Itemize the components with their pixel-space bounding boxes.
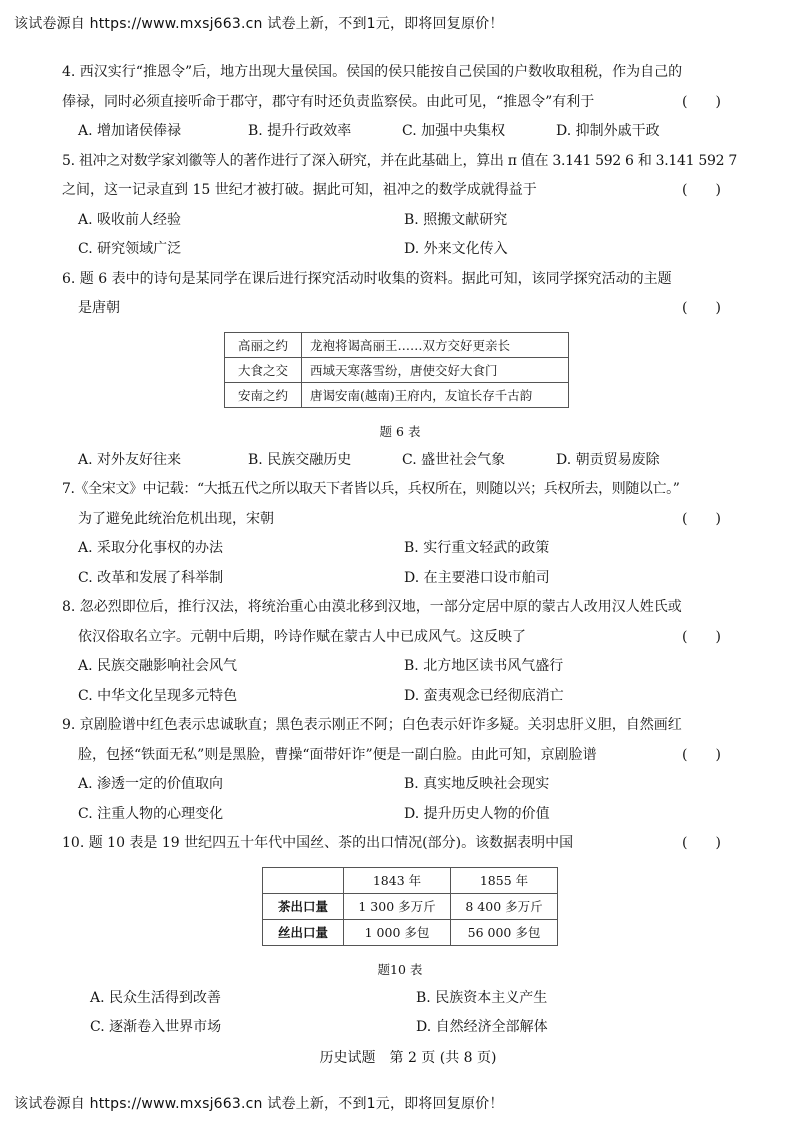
question-5-option-a: A. 吸收前人经验	[78, 211, 182, 228]
question-5-options	[62, 206, 738, 265]
question-9-stem-text: 脸，包拯“铁面无私”则是黑脸，曹操“面带奸诈”便是一副白脸。由此可知，京剧脸谱	[78, 746, 597, 763]
table-header-cell: 1843 年	[344, 867, 451, 893]
question-7-option-a: A. 采取分化事权的办法	[78, 540, 224, 556]
question-5-stem-line-1: 5. 祖冲之对数学家刘徽等人的著作进行了深入研究，并在此基础上，算出 π 值在 3.141 592 6 和 3.141 592 7	[62, 152, 737, 169]
question-5-answer-blank: ( )	[682, 182, 721, 198]
question-6-table	[224, 332, 569, 408]
question-6-options	[62, 446, 738, 476]
table-cell-value: 唐谒安南(越南)王府内，友谊长存千古韵	[302, 382, 569, 407]
question-9-option-d: D. 提升历史人物的价值	[404, 805, 550, 822]
question-10-table	[262, 867, 558, 946]
question-10-stem-line-1	[62, 829, 738, 859]
question-10-option-c: C. 逐渐卷入世界市场	[90, 1019, 222, 1035]
question-4-stem-line-2	[62, 88, 738, 118]
question-9-options	[62, 770, 738, 829]
table-row	[225, 332, 569, 357]
question-4-options	[62, 117, 738, 147]
question-10-option-b: B. 民族资本主义产生	[416, 989, 548, 1006]
question-4-option-b: B. 提升行政效率	[248, 123, 352, 139]
question-5-stem-line-2	[62, 176, 738, 206]
question-10-option-a: A. 民众生活得到改善	[90, 989, 222, 1006]
question-4-stem-text: 俸禄，同时必须直接听命于郡守，郡守有时还负责监察侯。由此可见，“推恩令”有利于	[62, 93, 595, 110]
question-5-option-b: B. 照搬文献研究	[404, 211, 508, 228]
table-row-label: 茶出口量	[263, 893, 344, 919]
question-4-answer-blank: ( )	[682, 93, 721, 110]
page-footer: 历史试题 第 2 页 (共 8 页)	[319, 1049, 497, 1066]
question-8-options	[62, 652, 738, 711]
table-cell-key: 大食之交	[225, 357, 302, 382]
question-9-option-c: C. 注重人物的心理变化	[78, 805, 224, 822]
question-8-option-d: D. 蛮夷观念已经彻底消亡	[404, 687, 564, 704]
question-7	[62, 475, 738, 593]
question-8-answer-blank: ( )	[682, 628, 721, 645]
table-row	[225, 357, 569, 382]
question-7-option-c: C. 改革和发展了科举制	[78, 569, 224, 586]
question-7-stem-line-1: 7.《全宋文》中记载：“大抵五代之所以取天下者皆以兵，兵权所在，则随以兴；兵权所去，则随以亡。”	[62, 481, 680, 497]
question-10-options	[62, 984, 738, 1043]
question-8-stem-line-1: 8. 忽必烈即位后，推行汉法，将统治重心由漠北移到汉地，一部分定居中原的蒙古人改用汉人姓氏或	[62, 599, 682, 615]
question-6-option-d: D. 朝贡贸易废除	[556, 451, 660, 468]
question-6-stem-line-1: 6. 题 6 表中的诗句是某同学在课后进行探究活动时收集的资料。据此可知，该同学探究活动的主题	[62, 270, 672, 287]
table-cell: 1 300 多万斤	[344, 893, 451, 919]
exam-page	[62, 58, 738, 1071]
table-cell: 1 000 多包	[344, 919, 451, 945]
question-9-option-a: A. 渗透一定的价值取向	[78, 776, 224, 792]
question-8-option-b: B. 北方地区读书风气盛行	[404, 658, 564, 674]
question-4-option-a: A. 增加诸侯俸禄	[78, 123, 182, 139]
question-9-stem-line-2	[62, 741, 738, 771]
table-row-label: 丝出口量	[263, 919, 344, 945]
table-cell: 56 000 多包	[451, 919, 558, 945]
table-header-cell: 1855 年	[451, 867, 558, 893]
question-7-option-d: D. 在主要港口设市舶司	[404, 569, 550, 586]
question-7-stem-text: 为了避免此统治危机出现，宋朝	[78, 510, 274, 527]
question-7-option-b: B. 实行重文轻武的政策	[404, 540, 550, 556]
question-7-stem-line-2	[62, 505, 738, 535]
question-9-option-b: B. 真实地反映社会现实	[404, 776, 550, 792]
table-row	[225, 382, 569, 407]
table-header-cell	[263, 867, 344, 893]
question-6-stem-text: 是唐朝	[78, 300, 120, 316]
table-cell-key: 高丽之约	[225, 332, 302, 357]
question-6-option-b: B. 民族交融历史	[248, 451, 352, 468]
table-row	[263, 893, 558, 919]
question-6-stem-line-2	[62, 294, 738, 324]
question-8-option-a: A. 民族交融影响社会风气	[78, 658, 238, 674]
question-10-option-d: D. 自然经济全部解体	[416, 1019, 548, 1035]
table-cell-key: 安南之约	[225, 382, 302, 407]
question-9-answer-blank: ( )	[682, 746, 721, 763]
question-5	[62, 147, 738, 265]
question-5-option-d: D. 外来文化传入	[404, 241, 508, 257]
question-8-option-c: C. 中华文化呈现多元特色	[78, 687, 238, 704]
question-5-stem-text: 之间，这一记录直到 15 世纪才被打破。据此可知，祖冲之的数学成就得益于	[62, 182, 537, 198]
question-4-stem-line-1: 4. 西汉实行“推恩令”后，地方出现大量侯国。侯国的侯只能按自己侯国的户数收取租税，作为自己的	[62, 64, 683, 80]
question-6	[62, 265, 738, 476]
table-cell: 8 400 多万斤	[451, 893, 558, 919]
source-banner-top: 该试卷源自 https://www.mxsj663.cn 试卷上新，不到1元，即将回复原价！	[14, 16, 504, 32]
question-10	[62, 829, 738, 1043]
table-cell-value: 西域天寒落雪纷，唐使交好大食门	[302, 357, 569, 382]
question-7-answer-blank: ( )	[682, 510, 721, 527]
table-header-row	[263, 867, 558, 893]
question-6-option-a: A. 对外友好往来	[78, 451, 182, 468]
question-7-options	[62, 534, 738, 593]
question-4	[62, 58, 738, 147]
table-row	[263, 919, 558, 945]
question-10-stem-text: 10. 题 10 表是 19 世纪四五十年代中国丝、茶的出口情况(部分)。该数据表明中国	[62, 835, 574, 851]
question-6-table-caption: 题 6 表	[379, 423, 421, 439]
question-8-stem-text: 依汉俗取名立字。元朝中后期，吟诗作赋在蒙古人中已成风气。这反映了	[78, 628, 526, 645]
question-6-option-c: C. 盛世社会气象	[402, 451, 506, 468]
question-6-answer-blank: ( )	[682, 300, 721, 316]
question-9	[62, 711, 738, 829]
question-10-table-caption: 题10 表	[377, 961, 423, 977]
question-5-option-c: C. 研究领域广泛	[78, 241, 182, 257]
question-9-stem-line-1: 9. 京剧脸谱中红色表示忠诚耿直；黑色表示刚正不阿；白色表示奸诈多疑。关羽忠肝义胆，自然画红	[62, 717, 682, 733]
question-4-option-d: D. 抑制外戚干政	[556, 123, 660, 139]
question-8-stem-line-2	[62, 623, 738, 653]
table-cell-value: 龙袍将谒高丽王……双方交好更亲长	[302, 332, 569, 357]
question-8	[62, 593, 738, 711]
question-4-option-c: C. 加强中央集权	[402, 123, 506, 139]
source-banner-bottom: 该试卷源自 https://www.mxsj663.cn 试卷上新，不到1元，即将回复原价！	[14, 1096, 504, 1112]
question-10-answer-blank: ( )	[682, 835, 721, 851]
